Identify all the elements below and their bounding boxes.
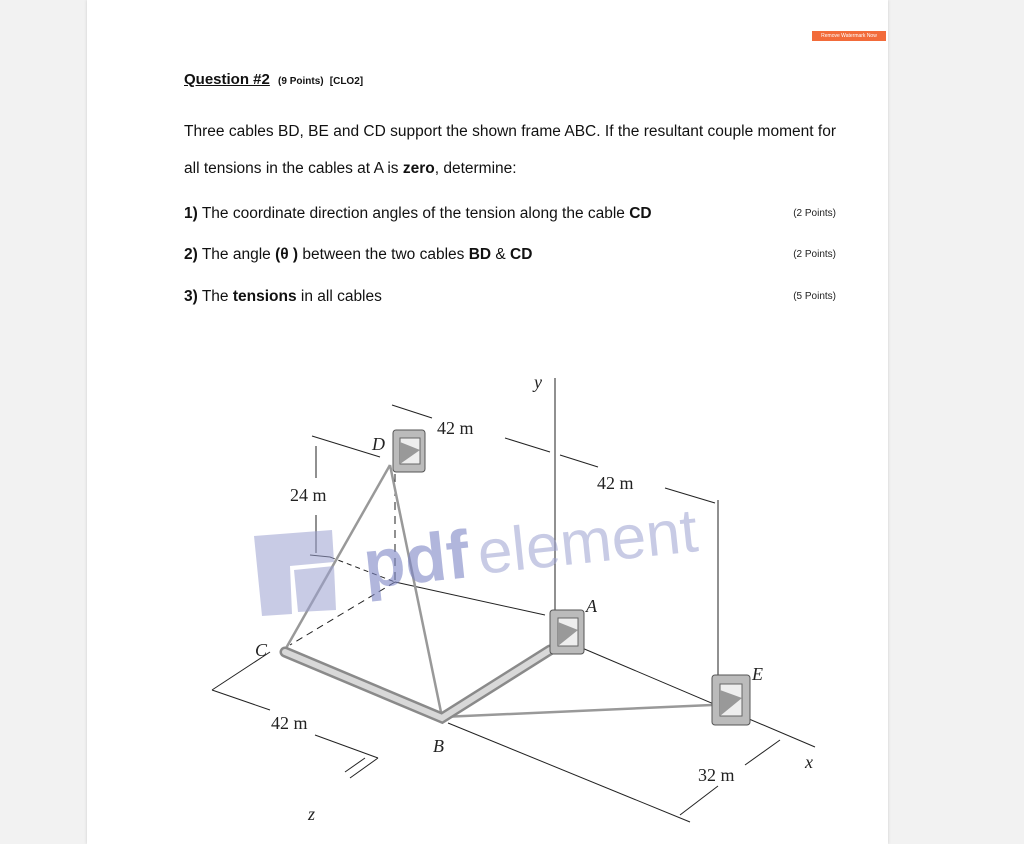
support-d bbox=[393, 430, 425, 472]
question-points: (9 Points) bbox=[278, 76, 324, 87]
intro-text: Three cables BD, BE and CD support the shown frame ABC. If the resultant couple moment for all tensions in the cables at A is bbox=[184, 123, 836, 177]
dim-right-42: 42 m bbox=[597, 473, 634, 493]
x-axis bbox=[575, 645, 815, 747]
dim-line bbox=[745, 740, 780, 765]
dim-bottom-32: 32 m bbox=[698, 765, 735, 785]
dim-line bbox=[448, 723, 690, 822]
dim-line bbox=[392, 405, 432, 418]
intro-text-end: , determine: bbox=[434, 160, 517, 177]
task-item-2 bbox=[184, 246, 836, 264]
intro-bold: zero bbox=[402, 160, 435, 177]
task-bold: BD bbox=[468, 246, 492, 263]
watermark-text-pdf: pdf bbox=[359, 516, 473, 603]
label-a: A bbox=[586, 596, 597, 616]
task-number: 3) bbox=[184, 288, 198, 305]
question-title bbox=[184, 71, 363, 88]
support-e bbox=[712, 675, 750, 725]
task-text: & bbox=[491, 246, 511, 263]
label-c: C bbox=[255, 640, 268, 660]
task-points: (2 Points) bbox=[793, 249, 836, 260]
task-bold: CD bbox=[629, 205, 652, 222]
label-d: D bbox=[372, 434, 385, 454]
task-bold: CD bbox=[510, 246, 533, 263]
question-number: Question #2 bbox=[184, 71, 270, 88]
dim-line bbox=[680, 786, 718, 815]
task-points: (2 Points) bbox=[793, 208, 836, 219]
task-text: between the two cables bbox=[298, 246, 469, 263]
dim-left-24: 24 m bbox=[290, 485, 327, 505]
task-points: (5 Points) bbox=[793, 291, 836, 302]
label-b: B bbox=[433, 736, 444, 756]
cable-be bbox=[442, 705, 712, 717]
dim-line bbox=[212, 690, 270, 710]
task-text: The coordinate direction angles of the tension along the cable bbox=[201, 205, 630, 222]
frame-abc-highlight bbox=[285, 650, 550, 718]
dim-top-42: 42 m bbox=[437, 418, 474, 438]
task-theta: (θ ) bbox=[275, 246, 299, 263]
question-clo: [CLO2] bbox=[329, 76, 364, 87]
dim-bottom-42: 42 m bbox=[271, 713, 308, 733]
task-number: 1) bbox=[184, 205, 198, 222]
task-item-1 bbox=[184, 205, 836, 223]
dim-line bbox=[505, 438, 550, 452]
task-text: The angle bbox=[201, 246, 276, 263]
watermark-text-element: element bbox=[474, 496, 701, 588]
label-x: x bbox=[805, 752, 813, 772]
dim-line bbox=[315, 735, 378, 758]
task-number: 2) bbox=[184, 246, 198, 263]
task-bold: tensions bbox=[232, 288, 297, 305]
dim-line bbox=[312, 436, 380, 457]
label-y: y bbox=[534, 372, 542, 392]
dim-line bbox=[560, 455, 598, 467]
task-text: in all cables bbox=[296, 288, 382, 305]
pdfelement-watermark bbox=[254, 492, 734, 622]
label-e: E bbox=[752, 664, 763, 684]
task-item-3 bbox=[184, 288, 836, 306]
watermark-logo-icon bbox=[254, 530, 336, 616]
question-intro bbox=[184, 113, 836, 187]
label-z: z bbox=[308, 804, 316, 824]
remove-watermark-button[interactable]: Remove Watermark Now bbox=[812, 31, 886, 41]
task-text: The bbox=[201, 288, 233, 305]
dim-line bbox=[350, 758, 378, 778]
